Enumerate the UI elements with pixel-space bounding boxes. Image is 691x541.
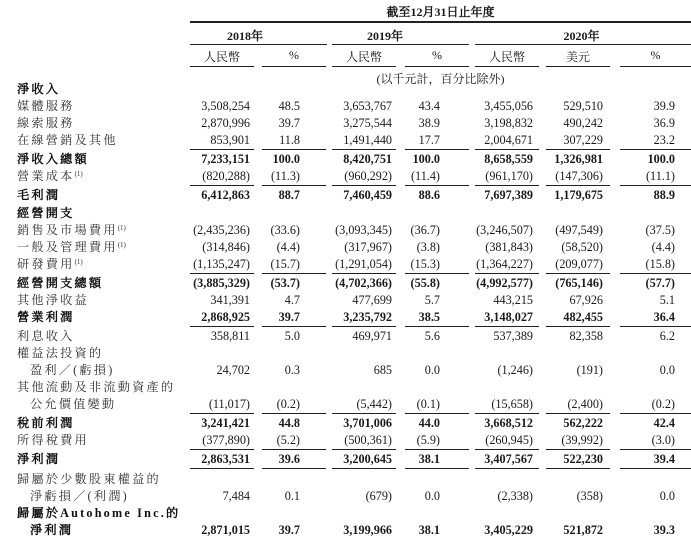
value-cell: 0.0 — [424, 363, 440, 377]
row-label-text: 一般及管理費用 — [17, 240, 118, 254]
units-note: (以千元計，百分比除外) — [376, 72, 505, 86]
value-cell: (53.7) — [270, 276, 300, 290]
value-cell: 39.4 — [653, 452, 675, 466]
value-cell: 2,004,671 — [484, 133, 533, 147]
row-label-text: 淨利潤 — [30, 523, 74, 537]
subtotal-rule — [546, 468, 610, 469]
value-cell: 522,230 — [563, 452, 603, 466]
value-cell: 5.1 — [659, 293, 675, 307]
value-cell: 11.8 — [279, 133, 300, 147]
value-cell: 44.8 — [278, 416, 300, 430]
subtotal-rule — [405, 149, 469, 150]
value-cell: 537,389 — [493, 329, 533, 343]
value-cell: 24,702 — [216, 363, 250, 377]
value-cell: (1,135,247) — [193, 257, 250, 271]
subtotal-rule — [332, 185, 396, 186]
value-cell: (3.8) — [416, 240, 440, 254]
col-rule — [332, 66, 396, 67]
table-row — [0, 168, 691, 185]
year-header-2020: 2020年 — [563, 29, 600, 43]
value-cell: 44.0 — [418, 416, 440, 430]
subtotal-rule — [475, 149, 539, 150]
value-cell: (55.8) — [410, 276, 440, 290]
year-rule-2020 — [475, 44, 691, 45]
row-label — [17, 345, 105, 362]
subtotal-rule — [190, 326, 254, 327]
subtotal-rule — [475, 449, 539, 450]
col-rule — [405, 66, 469, 67]
value-cell: 8,420,751 — [343, 152, 392, 166]
subtotal-rule — [332, 468, 396, 469]
row-label-text: 公允價值變動 — [30, 397, 117, 411]
subtotal-rule — [546, 185, 610, 186]
value-cell: 38.9 — [418, 116, 440, 130]
value-cell: 38.5 — [418, 310, 440, 324]
value-cell: (3,093,345) — [335, 223, 392, 237]
year-header-2019: 2019年 — [366, 29, 403, 43]
row-label-text: 經營開支總額 — [17, 276, 104, 290]
subtotal-rule — [262, 468, 326, 469]
col-rule — [620, 66, 691, 67]
value-cell: 67,926 — [569, 293, 603, 307]
value-cell: 39.7 — [278, 310, 300, 324]
row-label-text: 媒體服務 — [17, 99, 75, 113]
subtotal-rule — [620, 326, 691, 327]
value-cell: 3,508,254 — [201, 99, 250, 113]
row-label-text: 權益法投資的 — [17, 346, 104, 360]
value-cell: 358,811 — [210, 329, 250, 343]
value-cell: 3,405,229 — [484, 523, 533, 537]
col-rule — [262, 66, 326, 67]
value-cell: 39.3 — [653, 523, 675, 537]
value-cell: 39.7 — [278, 523, 300, 537]
subtotal-rule — [546, 449, 610, 450]
value-cell: 6.2 — [659, 329, 675, 343]
value-cell: 521,872 — [563, 523, 603, 537]
table-row — [0, 222, 691, 239]
row-label-text: 淨利潤 — [17, 452, 61, 466]
subtotal-rule — [190, 185, 254, 186]
row-label-text: 淨收入總額 — [17, 152, 89, 166]
subtotal-rule — [620, 468, 691, 469]
subtotal-rule — [475, 273, 539, 274]
value-cell: (4,702,366) — [335, 276, 392, 290]
value-cell: 38.1 — [418, 452, 440, 466]
subtotal-rule — [190, 273, 254, 274]
subtotal-rule — [262, 273, 326, 274]
value-cell: 48.5 — [278, 99, 300, 113]
footnote-marker: (1) — [117, 224, 126, 232]
value-cell: (15.8) — [645, 257, 675, 271]
value-cell: (377,890) — [202, 433, 250, 447]
value-cell: 3,198,832 — [484, 116, 533, 130]
value-cell: (4.4) — [651, 240, 675, 254]
table-row — [0, 256, 691, 273]
value-cell: 341,391 — [210, 293, 250, 307]
value-cell: 307,229 — [563, 133, 603, 147]
table-row — [0, 239, 691, 256]
subtotal-rule — [405, 449, 469, 450]
value-cell: (191) — [576, 363, 603, 377]
value-cell: 469,971 — [352, 329, 392, 343]
row-label — [17, 205, 77, 222]
table-row — [0, 488, 691, 505]
subtotal-rule — [332, 149, 396, 150]
value-cell: 3,275,544 — [343, 116, 392, 130]
value-cell: (1,246) — [497, 363, 533, 377]
value-cell: 39.7 — [278, 116, 300, 130]
row-label-text: 營業利潤 — [17, 310, 75, 324]
value-cell: 100.0 — [647, 152, 675, 166]
row-label — [17, 379, 177, 396]
value-cell: (5.2) — [276, 433, 300, 447]
subtotal-rule — [262, 326, 326, 327]
table-row — [0, 328, 691, 345]
subtotal-rule — [332, 326, 396, 327]
row-label-text: 研發費用 — [17, 257, 75, 271]
value-cell: (3.0) — [651, 433, 675, 447]
row-label-text: 營業成本 — [17, 169, 75, 183]
value-cell: (15.7) — [270, 257, 300, 271]
table-row — [0, 471, 691, 488]
value-cell: (3,885,329) — [193, 276, 250, 290]
row-label — [17, 328, 77, 345]
value-cell: 88.6 — [418, 188, 440, 202]
subtotal-rule — [620, 413, 691, 414]
value-cell: 2,868,925 — [201, 310, 250, 324]
value-cell: (209,077) — [555, 257, 603, 271]
value-cell: (0.2) — [276, 397, 300, 411]
table-row — [0, 81, 691, 98]
value-cell: (260,945) — [485, 433, 533, 447]
table-row — [0, 115, 691, 132]
row-label-text: 歸屬於少數股東權益的 — [17, 472, 161, 486]
table-row — [0, 292, 691, 309]
col-header-pct-2020: % — [650, 48, 661, 62]
col-rule — [190, 66, 254, 67]
table-row — [0, 432, 691, 449]
subtotal-rule — [190, 149, 254, 150]
table-row — [0, 98, 691, 115]
row-label-text: 銷售及市場費用 — [17, 223, 118, 237]
row-label — [17, 292, 91, 309]
row-label-text: 經營開支 — [17, 206, 75, 220]
row-label — [17, 451, 62, 468]
value-cell: 685 — [373, 363, 392, 377]
table-row — [0, 345, 691, 362]
table-row — [0, 522, 691, 539]
value-cell: (961,170) — [485, 169, 533, 183]
value-cell: 36.9 — [653, 116, 675, 130]
value-cell: (497,549) — [555, 223, 603, 237]
row-label — [30, 362, 116, 379]
subtotal-rule — [405, 468, 469, 469]
row-label-text: 淨收入 — [17, 82, 61, 96]
value-cell: 3,241,421 — [201, 416, 250, 430]
value-cell: 7,697,389 — [484, 188, 533, 202]
value-cell: (11.4) — [411, 169, 440, 183]
table-row — [0, 151, 691, 168]
value-cell: 17.7 — [418, 133, 440, 147]
value-cell: 3,701,006 — [343, 416, 392, 430]
value-cell: 7,484 — [222, 489, 250, 503]
value-cell: (820,288) — [202, 169, 250, 183]
value-cell: 39.9 — [653, 99, 675, 113]
subtotal-rule — [405, 273, 469, 274]
footnote-marker: (1) — [74, 258, 83, 266]
subtotal-rule — [475, 326, 539, 327]
row-label — [17, 275, 105, 292]
value-cell: 3,235,792 — [343, 310, 392, 324]
value-cell: (3,246,507) — [476, 223, 533, 237]
table-row — [0, 362, 691, 379]
value-cell: (960,292) — [344, 169, 392, 183]
value-cell: (1,291,054) — [335, 257, 392, 271]
value-cell: (358) — [576, 489, 603, 503]
subtotal-rule — [546, 273, 610, 274]
row-label — [17, 151, 91, 168]
value-cell: (381,843) — [485, 240, 533, 254]
value-cell: 5.7 — [424, 293, 440, 307]
subtotal-rule — [620, 273, 691, 274]
value-cell: 6,412,863 — [201, 188, 250, 202]
footnote-marker: (1) — [117, 241, 126, 249]
value-cell: 8,658,559 — [484, 152, 533, 166]
row-label — [17, 81, 62, 98]
subtotal-rule — [262, 149, 326, 150]
value-cell: (5,442) — [356, 397, 392, 411]
value-cell: (11.3) — [271, 169, 300, 183]
row-label-text: 其他淨收益 — [17, 293, 89, 307]
value-cell: 562,222 — [563, 416, 603, 430]
value-cell: (765,146) — [555, 276, 603, 290]
subtotal-rule — [405, 185, 469, 186]
value-cell: (2,435,236) — [193, 223, 250, 237]
row-label — [17, 415, 77, 432]
value-cell: 0.0 — [659, 489, 675, 503]
table-row — [0, 396, 691, 413]
value-cell: 7,460,459 — [343, 188, 392, 202]
row-label — [17, 187, 62, 204]
row-label — [17, 115, 77, 132]
col-header-pct-2019: % — [432, 48, 442, 62]
period-caption: 截至12月31日止年度 — [386, 5, 495, 19]
value-cell: 3,148,027 — [484, 310, 533, 324]
value-cell: (314,846) — [202, 240, 250, 254]
value-cell: 2,870,996 — [201, 116, 250, 130]
value-cell: (58,520) — [561, 240, 603, 254]
row-label — [17, 471, 163, 488]
col-header-usd-2020: 美元 — [565, 50, 590, 64]
year-header-2018: 2018年 — [226, 29, 263, 43]
value-cell: 23.2 — [653, 133, 675, 147]
value-cell: (0.1) — [416, 397, 440, 411]
value-cell: 43.4 — [418, 99, 440, 113]
row-label — [17, 239, 128, 256]
value-cell: 5.0 — [284, 329, 300, 343]
row-label-text: 歸屬於Autohome Inc.的 — [17, 506, 181, 520]
value-cell: 3,407,567 — [484, 452, 533, 466]
row-label — [30, 522, 75, 539]
value-cell: 100.0 — [412, 152, 440, 166]
row-label — [17, 309, 77, 326]
subtotal-rule — [262, 413, 326, 414]
subtotal-rule — [620, 149, 691, 150]
row-label — [30, 396, 118, 413]
value-cell: 88.9 — [653, 188, 675, 202]
value-cell: 1,326,981 — [554, 152, 603, 166]
row-label — [17, 98, 77, 115]
table-row — [0, 275, 691, 292]
table-row — [0, 187, 691, 204]
value-cell: (500,361) — [344, 433, 392, 447]
subtotal-rule — [620, 185, 691, 186]
value-cell: 3,200,645 — [343, 452, 392, 466]
value-cell: (39,992) — [561, 433, 603, 447]
col-rule — [546, 66, 610, 67]
value-cell: 100.0 — [272, 152, 300, 166]
row-label-text: 所得稅費用 — [17, 433, 89, 447]
row-label — [17, 168, 85, 185]
value-cell: 443,215 — [493, 293, 533, 307]
value-cell: 5.6 — [424, 329, 440, 343]
row-label-text: 稅前利潤 — [17, 416, 75, 430]
value-cell: 0.1 — [284, 489, 300, 503]
subtotal-rule — [262, 449, 326, 450]
subtotal-rule — [332, 273, 396, 274]
value-cell: (4.4) — [276, 240, 300, 254]
table-row — [0, 205, 691, 222]
row-label-text: 其他流動及非流動資產的 — [17, 380, 176, 394]
row-label-text: 毛利潤 — [17, 188, 61, 202]
subtotal-rule — [190, 449, 254, 450]
value-cell: (1,364,227) — [476, 257, 533, 271]
value-cell: 3,653,767 — [343, 99, 392, 113]
row-label — [17, 432, 91, 449]
value-cell: 0.0 — [424, 489, 440, 503]
value-cell: 38.1 — [418, 523, 440, 537]
row-label — [17, 132, 120, 149]
subtotal-rule — [546, 326, 610, 327]
value-cell: 477,699 — [352, 293, 392, 307]
row-label — [17, 505, 182, 522]
subtotal-rule — [546, 413, 610, 414]
subtotal-rule — [546, 149, 610, 150]
value-cell: (15.3) — [410, 257, 440, 271]
table-row — [0, 309, 691, 326]
value-cell: 4.7 — [284, 293, 300, 307]
value-cell: 853,901 — [210, 133, 250, 147]
value-cell: (2,400) — [567, 397, 603, 411]
subtotal-rule — [475, 185, 539, 186]
col-header-rmb-2019: 人民幣 — [345, 50, 382, 64]
value-cell: (33.6) — [270, 223, 300, 237]
table-row — [0, 505, 691, 522]
value-cell: 2,863,531 — [201, 452, 250, 466]
col-header-rmb-2018: 人民幣 — [203, 50, 240, 64]
subtotal-rule — [190, 413, 254, 414]
value-cell: (679) — [365, 489, 392, 503]
value-cell: 1,179,675 — [554, 188, 603, 202]
value-cell: 3,199,966 — [343, 523, 392, 537]
value-cell: (36.7) — [410, 223, 440, 237]
row-label-text: 線索服務 — [17, 116, 75, 130]
subtotal-rule — [332, 413, 396, 414]
value-cell: 88.7 — [278, 188, 300, 202]
row-label-text: 淨虧損／(利潤) — [30, 489, 129, 503]
value-cell: 36.4 — [653, 310, 675, 324]
value-cell: 82,358 — [569, 329, 603, 343]
value-cell: (15,658) — [491, 397, 533, 411]
row-label-text: 利息收入 — [17, 329, 75, 343]
value-cell: 0.0 — [659, 363, 675, 377]
value-cell: (11,017) — [208, 397, 250, 411]
value-cell: 3,455,056 — [484, 99, 533, 113]
value-cell: 490,242 — [563, 116, 603, 130]
year-rule-2019 — [332, 44, 469, 45]
value-cell: (0.2) — [651, 397, 675, 411]
subtotal-rule — [405, 326, 469, 327]
year-rule-2018 — [190, 44, 327, 45]
subtotal-rule — [620, 449, 691, 450]
footnote-marker: (1) — [74, 170, 83, 178]
value-cell: 0.3 — [284, 363, 300, 377]
value-cell: (11.1) — [646, 169, 675, 183]
row-label — [17, 256, 85, 273]
value-cell: (317,967) — [344, 240, 392, 254]
subtotal-rule — [475, 413, 539, 414]
value-cell: 42.4 — [653, 416, 675, 430]
row-label — [30, 488, 131, 505]
col-rule — [475, 66, 539, 67]
value-cell: 7,233,151 — [201, 152, 250, 166]
value-cell: (4,992,577) — [476, 276, 533, 290]
table-row — [0, 451, 691, 468]
value-cell: (57.7) — [645, 276, 675, 290]
top-rule — [190, 21, 691, 23]
subtotal-rule — [190, 468, 254, 469]
subtotal-rule — [475, 468, 539, 469]
value-cell: 2,871,015 — [201, 523, 250, 537]
row-label-text: 在線營銷及其他 — [17, 133, 118, 147]
table-row — [0, 379, 691, 396]
subtotal-rule — [332, 449, 396, 450]
value-cell: 3,668,512 — [484, 416, 533, 430]
subtotal-rule — [262, 185, 326, 186]
value-cell: 482,455 — [563, 310, 603, 324]
value-cell: 529,510 — [563, 99, 603, 113]
value-cell: 39.6 — [278, 452, 300, 466]
value-cell: 1,491,440 — [343, 133, 392, 147]
value-cell: (37.5) — [645, 223, 675, 237]
value-cell: (5.9) — [416, 433, 440, 447]
table-row — [0, 415, 691, 432]
row-label-text: 盈利／(虧損) — [30, 363, 115, 377]
col-header-pct-2018: % — [289, 48, 299, 62]
row-label — [17, 222, 128, 239]
value-cell: (2,338) — [497, 489, 533, 503]
col-header-rmb-2020: 人民幣 — [488, 50, 525, 64]
table-row — [0, 132, 691, 149]
value-cell: (147,306) — [555, 169, 603, 183]
subtotal-rule — [405, 413, 469, 414]
